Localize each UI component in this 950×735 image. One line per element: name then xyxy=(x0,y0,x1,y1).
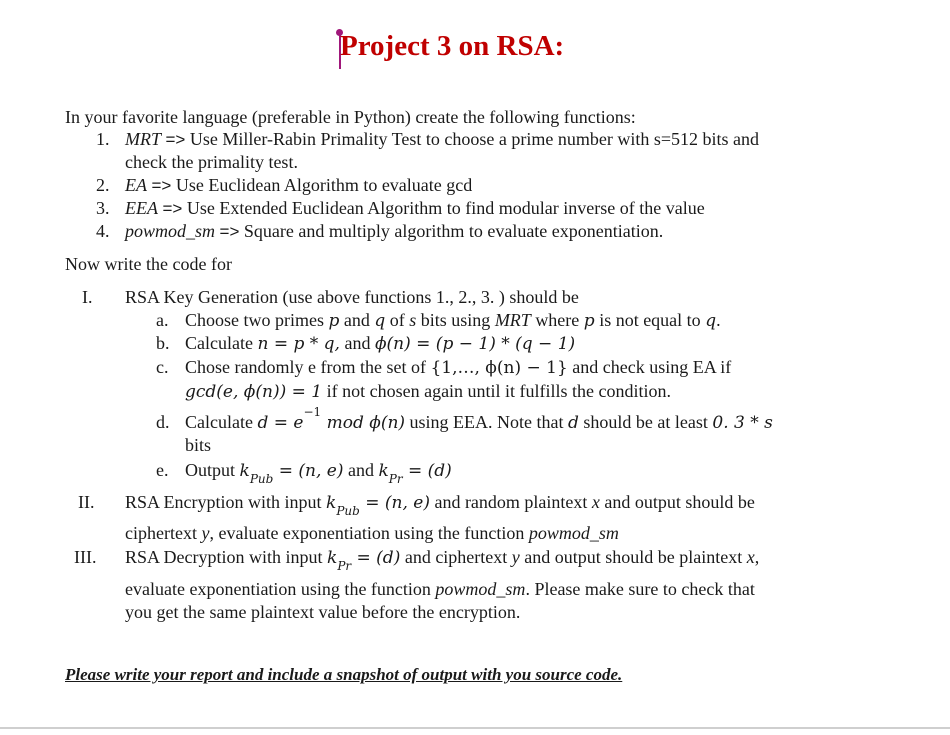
text: and ciphertext xyxy=(400,547,512,567)
text: and check using EA if xyxy=(567,357,732,377)
function-name: powmod_sm xyxy=(528,523,619,543)
step-output-keys xyxy=(185,459,452,486)
page-title: Project 3 on RSA: xyxy=(340,30,565,62)
math-n: n = p * q, xyxy=(257,334,340,354)
math-subscript: Pub xyxy=(249,472,274,486)
text: , evaluate exponentiation using the function xyxy=(209,523,529,543)
roman-numeral: III. xyxy=(74,547,97,567)
arrow: => xyxy=(162,199,183,218)
function-name: MRT xyxy=(494,310,531,330)
math-subscript: Pr xyxy=(337,559,352,573)
section-decryption-cont2: you get the same plaintext value before the encryption. xyxy=(125,602,521,622)
text: , xyxy=(754,547,760,567)
math-q: q xyxy=(705,311,717,331)
function-desc: Square and multiply algorithm to evaluate exponentiation. xyxy=(243,221,664,241)
sub-letter: b. xyxy=(156,333,170,353)
section-encryption-cont xyxy=(125,522,619,544)
text: and random plaintext xyxy=(429,492,592,512)
math-x: x xyxy=(746,547,755,567)
text: Choose two primes xyxy=(185,310,329,330)
text: RSA Encryption with input xyxy=(125,492,327,512)
math-d: d xyxy=(257,413,269,433)
step-calculate-n xyxy=(185,332,575,355)
math-superscript: −1 xyxy=(303,405,322,419)
text: Calculate xyxy=(185,333,258,353)
text: evaluate exponentiation using the function xyxy=(125,579,436,599)
sub-letter: a. xyxy=(156,310,169,330)
math-value: 0. 3 * s xyxy=(712,413,773,433)
math-e: = e xyxy=(268,413,304,433)
math-subscript: Pub xyxy=(336,504,360,518)
function-name: EA xyxy=(125,175,147,195)
math-q: q xyxy=(374,311,386,331)
math-gcd: gcd(e, ϕ(n)) = 1 xyxy=(185,382,323,402)
function-desc: Use Euclidean Algorithm to evaluate gcd xyxy=(175,175,473,195)
list-number: 1. xyxy=(96,129,110,149)
math-private-key: = (d) xyxy=(351,548,401,568)
list-item-ea xyxy=(125,174,472,197)
roman-numeral: II. xyxy=(78,492,95,512)
now-write-text: Now write the code for xyxy=(65,254,232,274)
function-name: EEA xyxy=(125,198,158,218)
roman-numeral: I. xyxy=(82,287,93,307)
arrow: => xyxy=(219,222,240,241)
list-item-powmod xyxy=(125,220,663,243)
list-number: 4. xyxy=(96,221,110,241)
text: and output should be xyxy=(599,492,755,512)
text: RSA Decryption with input xyxy=(125,547,327,567)
function-name: MRT xyxy=(125,129,161,149)
text: . xyxy=(716,310,721,330)
arrow: => xyxy=(165,130,186,149)
page-bottom-border xyxy=(0,727,950,729)
text: and xyxy=(339,333,375,353)
math-k: k xyxy=(378,461,389,481)
text: using EEA. Note that xyxy=(405,412,569,432)
section-key-generation: RSA Key Generation (use above functions 1., 2., 3. ) should be xyxy=(125,287,579,307)
text: and xyxy=(343,460,379,480)
function-desc: Use Extended Euclidean Algorithm to find modular inverse of the value xyxy=(186,198,705,218)
text: Output xyxy=(185,460,240,480)
math-set: {1,…, ϕ(n) − 1} xyxy=(430,358,568,378)
math-p: p xyxy=(328,311,340,331)
math-k: k xyxy=(327,548,338,568)
math-y: y xyxy=(201,523,210,543)
math-public-key: = (n, e) xyxy=(359,493,430,513)
function-name: powmod_sm xyxy=(435,579,526,599)
step-calculate-d xyxy=(185,405,773,435)
text: and output should be plaintext xyxy=(519,547,747,567)
step-choose-primes xyxy=(185,309,721,332)
section-decryption xyxy=(125,546,760,573)
function-name: powmod_sm xyxy=(125,221,216,241)
list-number: 2. xyxy=(96,175,110,195)
math-mod: mod ϕ(n) xyxy=(321,413,406,433)
step-calculate-d-cont: bits xyxy=(185,435,212,455)
math-phi: ϕ(n) = (p − 1) * (q − 1) xyxy=(374,334,576,354)
sub-letter: c. xyxy=(156,357,169,377)
arrow: => xyxy=(151,176,172,195)
math-k: k xyxy=(326,493,337,513)
text: . Please make sure to check that xyxy=(525,579,755,599)
math-k: k xyxy=(239,461,250,481)
section-encryption xyxy=(125,491,755,518)
math-public-key: = (n, e) xyxy=(273,461,344,481)
list-item-mrt xyxy=(125,128,759,151)
function-desc: Use Miller-Rabin Primality Test to choose a prime number with s=512 bits and xyxy=(189,129,759,149)
text: is not equal to xyxy=(594,310,706,330)
intro-text: In your favorite language (preferable in Python) create the following functions: xyxy=(65,107,636,127)
text: Chose randomly e from the set of xyxy=(185,357,431,377)
text: ciphertext xyxy=(125,523,202,543)
section-decryption-cont xyxy=(125,578,755,600)
text: Calculate xyxy=(185,412,258,432)
math-private-key: = (d) xyxy=(402,461,452,481)
list-number: 3. xyxy=(96,198,110,218)
math-d: d xyxy=(568,413,579,433)
math-s: s xyxy=(409,310,417,330)
math-x: x xyxy=(591,492,600,512)
text: of xyxy=(385,310,410,330)
text: if not chosen again until it fulfills the condition. xyxy=(322,381,672,401)
step-choose-e-cont xyxy=(185,380,671,403)
math-p: p xyxy=(583,311,595,331)
step-choose-e xyxy=(185,356,731,379)
footer-instruction: Please write your report and include a snapshot of output with you source code. xyxy=(65,665,623,684)
sub-letter: e. xyxy=(156,460,169,480)
math-subscript: Pr xyxy=(388,472,403,486)
math-y: y xyxy=(511,547,520,567)
text: and xyxy=(339,310,375,330)
text: bits using xyxy=(416,310,495,330)
list-item-eea xyxy=(125,197,705,220)
sub-letter: d. xyxy=(156,412,170,432)
function-desc-cont: check the primality test. xyxy=(125,152,298,172)
text: should be at least xyxy=(578,412,713,432)
text: where xyxy=(530,310,584,330)
